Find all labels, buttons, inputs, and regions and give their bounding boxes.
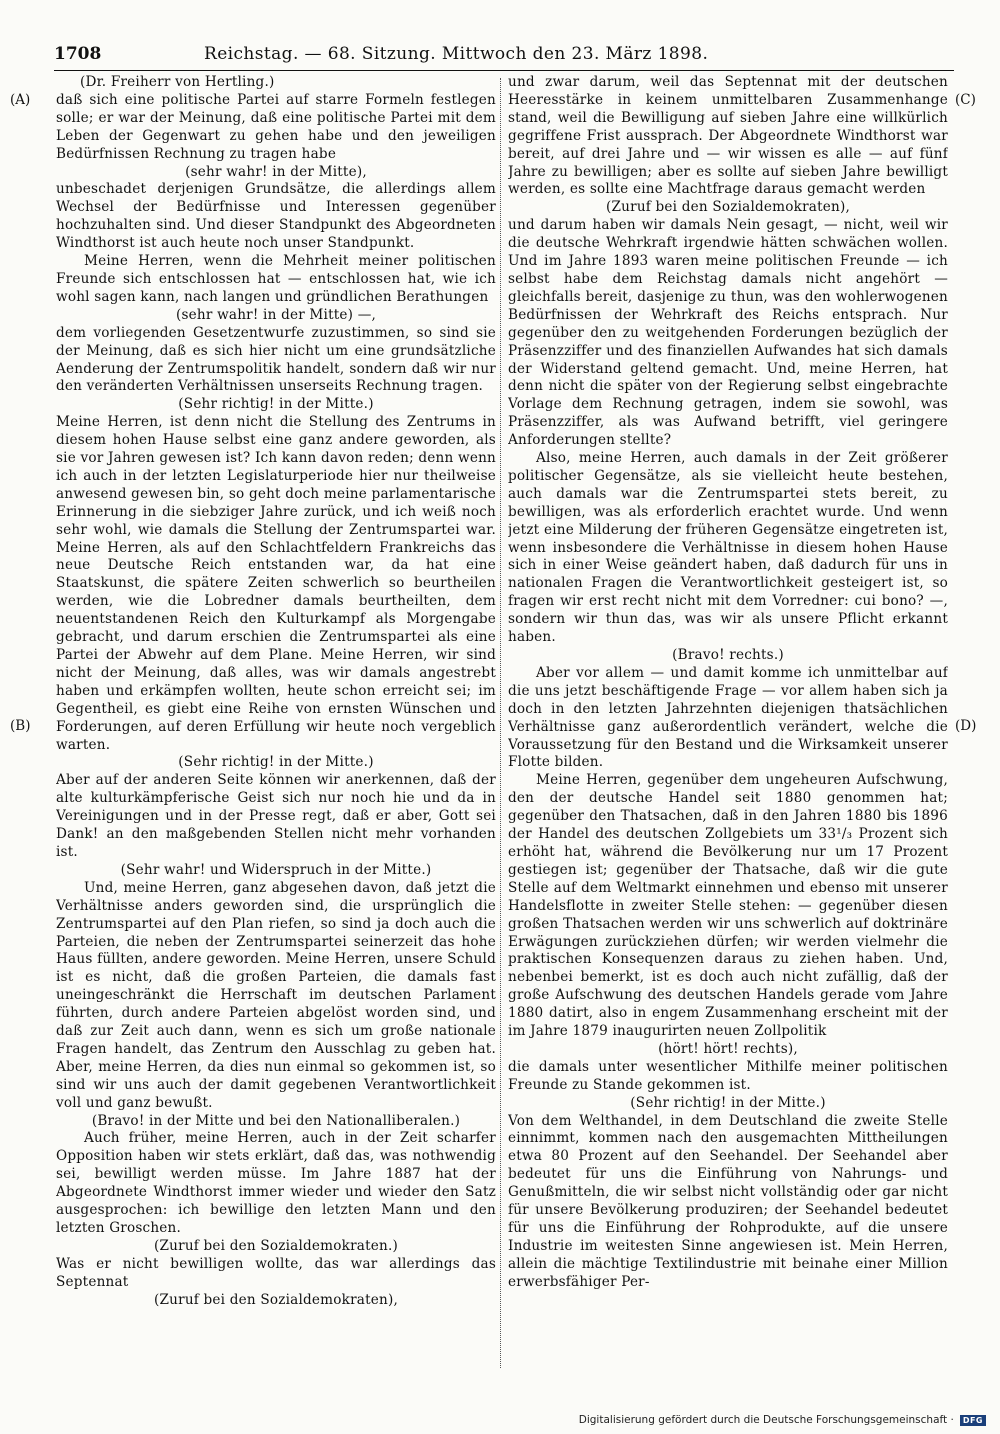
running-title: Reichstag. — 68. Sitzung. Mittwoch den 23. März 1898. [204, 44, 709, 64]
interjection: (sehr wahr! in der Mitte) —, [175, 306, 377, 323]
paragraph: Meine Herren, wenn die Mehrheit meiner politischen Freunde sich entschlossen hat — entschlossen hat, wie ich wohl sagen kann, nach langen und gründlichen Berathungen [56, 253, 496, 305]
dfg-logo: DFG [960, 1415, 986, 1426]
paragraph: unbeschadet derjenigen Grundsätze, die allerdings allem Wechsel der Bedürfnisse und Interessen gegenüber hochzuhalten sind. Und dieser Standpunkt des Abgeordneten Windthorst ist auch heute noch unser Standpunkt. [56, 181, 496, 252]
interjection: (Sehr richtig! in der Mitte.) [630, 1094, 826, 1111]
paragraph: und zwar darum, weil das Septennat mit der deutschen Heeresstärke in keinem unmittelbaren Zusammenhange stand, weil die Bewilligung auf sieben Jahre eine willkürlich gegriffene Frist aussprach. Der Abgeordnete Windthorst war bereit, auf drei Jahre und — wir wissen es alle — auf fünf Jahre zu bewilligen; aber es sollte auf sieben Jahre bewilligt werden, es sollte eine Machtfrage daraus gemacht werden [508, 74, 948, 198]
paragraph: Also, meine Herren, auch damals in der Zeit größerer politischer Gegensätze, als sie vielleicht heute bestehen, auch damals war die Zentrumspartei stets bereit, zu bewilligen, was als erforderlich erachtet wurde. Und wenn jetzt eine Milderung der früheren Gegensätze eingetreten ist, wenn insbesondere die Verhältnisse in diesem hohen Hause sich in einer Weise geändert haben, daß dadurch für uns in nationalen Fragen die Verantwortlichkeit gesteigert ist, so fragen wir erst recht nicht mit dem Vorredner: cui bono? —, sondern wir thun das, was wir als unsere Pflicht erkannt haben. [508, 450, 948, 646]
interjection: (Zuruf bei den Sozialdemokraten), [154, 1291, 398, 1308]
interjection: (Sehr wahr! und Widerspruch in der Mitte.) [120, 861, 432, 878]
interjection: (Sehr richtig! in der Mitte.) [178, 396, 374, 413]
interjection: (sehr wahr! in der Mitte), [185, 163, 367, 180]
header-rule [54, 70, 954, 71]
page-number: 1708 [54, 44, 102, 64]
page-header [54, 44, 954, 70]
paragraph: und darum haben wir damals Nein gesagt, — nicht, weil wir die deutsche Wehrkraft irgendwie hätten schwächen wollen. Und im Jahre 1893 waren meine politischen Freunde — ich selbst habe dem Reichstag damals nicht angehört — gleichfalls bereit, dasjenige zu thun, was den wohlerwogenen Bedürfnissen der Wehrkraft des Reichs entsprach. Nur gegenüber den zu weitgehenden Forderungen bezüglich der Präsenzziffer und des finanziellen Aufwandes hat sich damals der Widerstand geltend gemacht. Und, meine Herren, hat denn nicht die später von der Regierung selbst eingebrachte Vorlage dem Rechnung getragen, indem sie sowohl, was Präsenzziffer, als was Aufwand betrifft, viel geringere Anforderungen stellte? [508, 217, 948, 449]
interjection: (Bravo! in der Mitte und bei den Nationalliberalen.) [91, 1112, 461, 1129]
margin-marker-b: (B) [10, 718, 31, 734]
paragraph: Meine Herren, gegenüber dem ungeheuren Aufschwung, den der deutsche Handel seit 1880 genommen hat; gegenüber den Thatsachen, daß in den Jahren 1880 bis 1896 der Handel des deutschen Zollgebiets um 33¹/₃ Prozent sich erhöht hat, während die Bevölkerung nur um 17 Prozent gestiegen ist; gegenüber der Thatsache, daß wir die gute Stelle auf dem Weltmarkt einnehmen und ebenso mit unserer Handelsflotte in zweiter Stelle stehen: — gegenüber diesen großen Thatsachen werden wir uns schwerlich auf doktrinäre Erwägungen zurückziehen dürfen; wir werden vielmehr die praktischen Konsequenzen daraus zu ziehen haben. Und, nebenbei bemerkt, ist es doch auch nicht zufällig, daß der große Aufschwung des deutschen Handels gerade vom Jahre 1880 datirt, also in engem Zusammenhang erscheint mit der im Jahre 1879 inaugurirten neuen Zollpolitik [508, 772, 948, 1040]
speaker-label: (Dr. Freiherr von Hertling.) [80, 74, 275, 90]
margin-marker-a: (A) [10, 92, 31, 108]
paragraph: die damals unter wesentlicher Mithilfe meiner politischen Freunde zu Stande gekommen ist. [508, 1058, 948, 1093]
column-divider [500, 78, 501, 1368]
paragraph: Und, meine Herren, ganz abgesehen davon, daß jetzt die Verhältnisse anders geworden sind, die ursprünglich die Zentrumspartei auf den Plan riefen, so sind ja doch auch die Parteien, die neben der Zentrumspartei seinerzeit das hohe Haus füllten, andere geworden. Meine Herren, unsere Schuld ist es nicht, daß die großen Parteien, die damals fast uneingeschränkt die Herrschaft im deutschen Parlament führten, durch andere Parteien abgelöst worden sind, und daß zur Zeit auch dann, wenn es sich um große nationale Fragen handelt, das Zentrum den Ausschlag zu geben hat. Aber, meine Herren, da dies nun einmal so gekommen ist, so sind wir uns auch der damit gegebenen Verantwortlichkeit voll und ganz bewußt. [56, 879, 496, 1111]
right-column [508, 74, 948, 1370]
paragraph: Was er nicht bewilligen wollte, das war allerdings das Septennat [56, 1255, 496, 1290]
interjection: (Bravo! rechts.) [672, 647, 784, 663]
left-column [56, 74, 496, 1370]
paragraph: Aber vor allem — und damit komme ich unmittelbar auf die uns jetzt beschäftigende Frage — vor allem haben sich ja doch in den letzten Jahrzehnten diejenigen thatsächlichen Verhältnisse ganz außerordentlich verändert, welche die Voraussetzung für den Bestand und die Wirksamkeit unserer Flotte bilden. [508, 664, 948, 771]
footer [579, 1414, 986, 1426]
margin-marker-d: (D) [955, 718, 977, 734]
paragraph: Aber auf der anderen Seite können wir anerkennen, daß der alte kulturkämpferische Geist sich nur noch hie und da in Vereinigungen und in der Presse regt, daß er aber, Gott sei Dank! an den maßgebenden Stellen nicht mehr vorhanden ist. [56, 772, 496, 860]
interjection: (Sehr richtig! in der Mitte.) [178, 754, 374, 771]
interjection: (Zuruf bei den Sozialdemokraten.) [154, 1237, 398, 1254]
interjection: (hört! hört! rechts), [658, 1040, 798, 1057]
margin-marker-c: (C) [955, 92, 976, 108]
paragraph: Auch früher, meine Herren, auch in der Zeit scharfer Opposition haben wir stets erklärt, daß das, was nothwendig sei, bewilligt werden müsse. Im Jahre 1887 hat der Abgeordnete Windthorst immer wieder und wieder den Satz ausgesprochen: ich bewillige den letzten Mann und den letzten Groschen. [56, 1130, 496, 1236]
footer-credit: Digitalisierung gefördert durch die Deutsche Forschungsgemeinschaft · [578, 1414, 954, 1426]
paragraph: Meine Herren, ist denn nicht die Stellung des Zentrums in diesem hohen Hause selbst eine ganz andere geworden, als sie vor Jahren gewesen ist? Ich kann davon reden; denn wenn ich auch in der letzten Legislaturperiode hier nur theilweise anwesend gewesen bin, so geht doch meine parlamentarische Erinnerung in die siebziger Jahre zurück, und ich weiß noch sehr wohl, wie damals die Stellung der Zentrumspartei war. Meine Herren, als auf den Schlachtfeldern Frankreichs das neue Deutsche Reich entstanden war, da hat eine Staatskunst, die spätere Zeiten schwerlich so beurtheilen werden, wie die Lobredner damals beurtheilten, dem neuentstandenen Reich den Kulturkampf als Morgengabe gebracht, und darum erschien die Zentrumspartei als eine Partei der Abwehr auf dem Plane. Meine Herren, wir sind nicht der Meinung, daß alles, was wir damals angestrebt haben und erkämpfen wollten, heute schon erreicht sei; im Gegentheil, es giebt eine Reihe von ernsten Wünschen und Forderungen, auf deren Erfüllung wir heute noch vergeblich warten. [56, 414, 496, 753]
interjection: (Zuruf bei den Sozialdemokraten), [606, 199, 850, 216]
paragraph: dem vorliegenden Gesetzentwurfe zuzustimmen, so sind sie der Meinung, daß es sich hier nicht um eine grundsätzliche Aenderung der Zentrumspolitik handelt, sondern daß wir nur den veränderten Verhältnissen unserseits Rechnung tragen. [56, 324, 496, 395]
paragraph: daß sich eine politische Partei auf starre Formeln festlegen solle; er war der Meinung, daß eine politische Partei mit dem Leben der Gegenwart zu gehen habe und den jeweiligen Bedürfnissen Rechnung zu tragen habe [56, 91, 496, 162]
paragraph: Von dem Welthandel, in dem Deutschland die zweite Stelle einnimmt, kommen nach den ausgemachten Mittheilungen etwa 80 Prozent auf den Seehandel. Der Seehandel aber bedeutet für uns die Einführung von Nahrungs- und Genußmitteln, die wir selbst nicht vollständig oder gar nicht für unsere Bevölkerung produziren; der Seehandel bedeutet für uns die Einführung der Rohprodukte, auf die unsere Industrie im weitesten Sinne angewiesen ist. Mein Herren, allein die mächtige Textilindustrie mit beinahe einer Million erwerbsfähiger Per- [508, 1112, 948, 1290]
